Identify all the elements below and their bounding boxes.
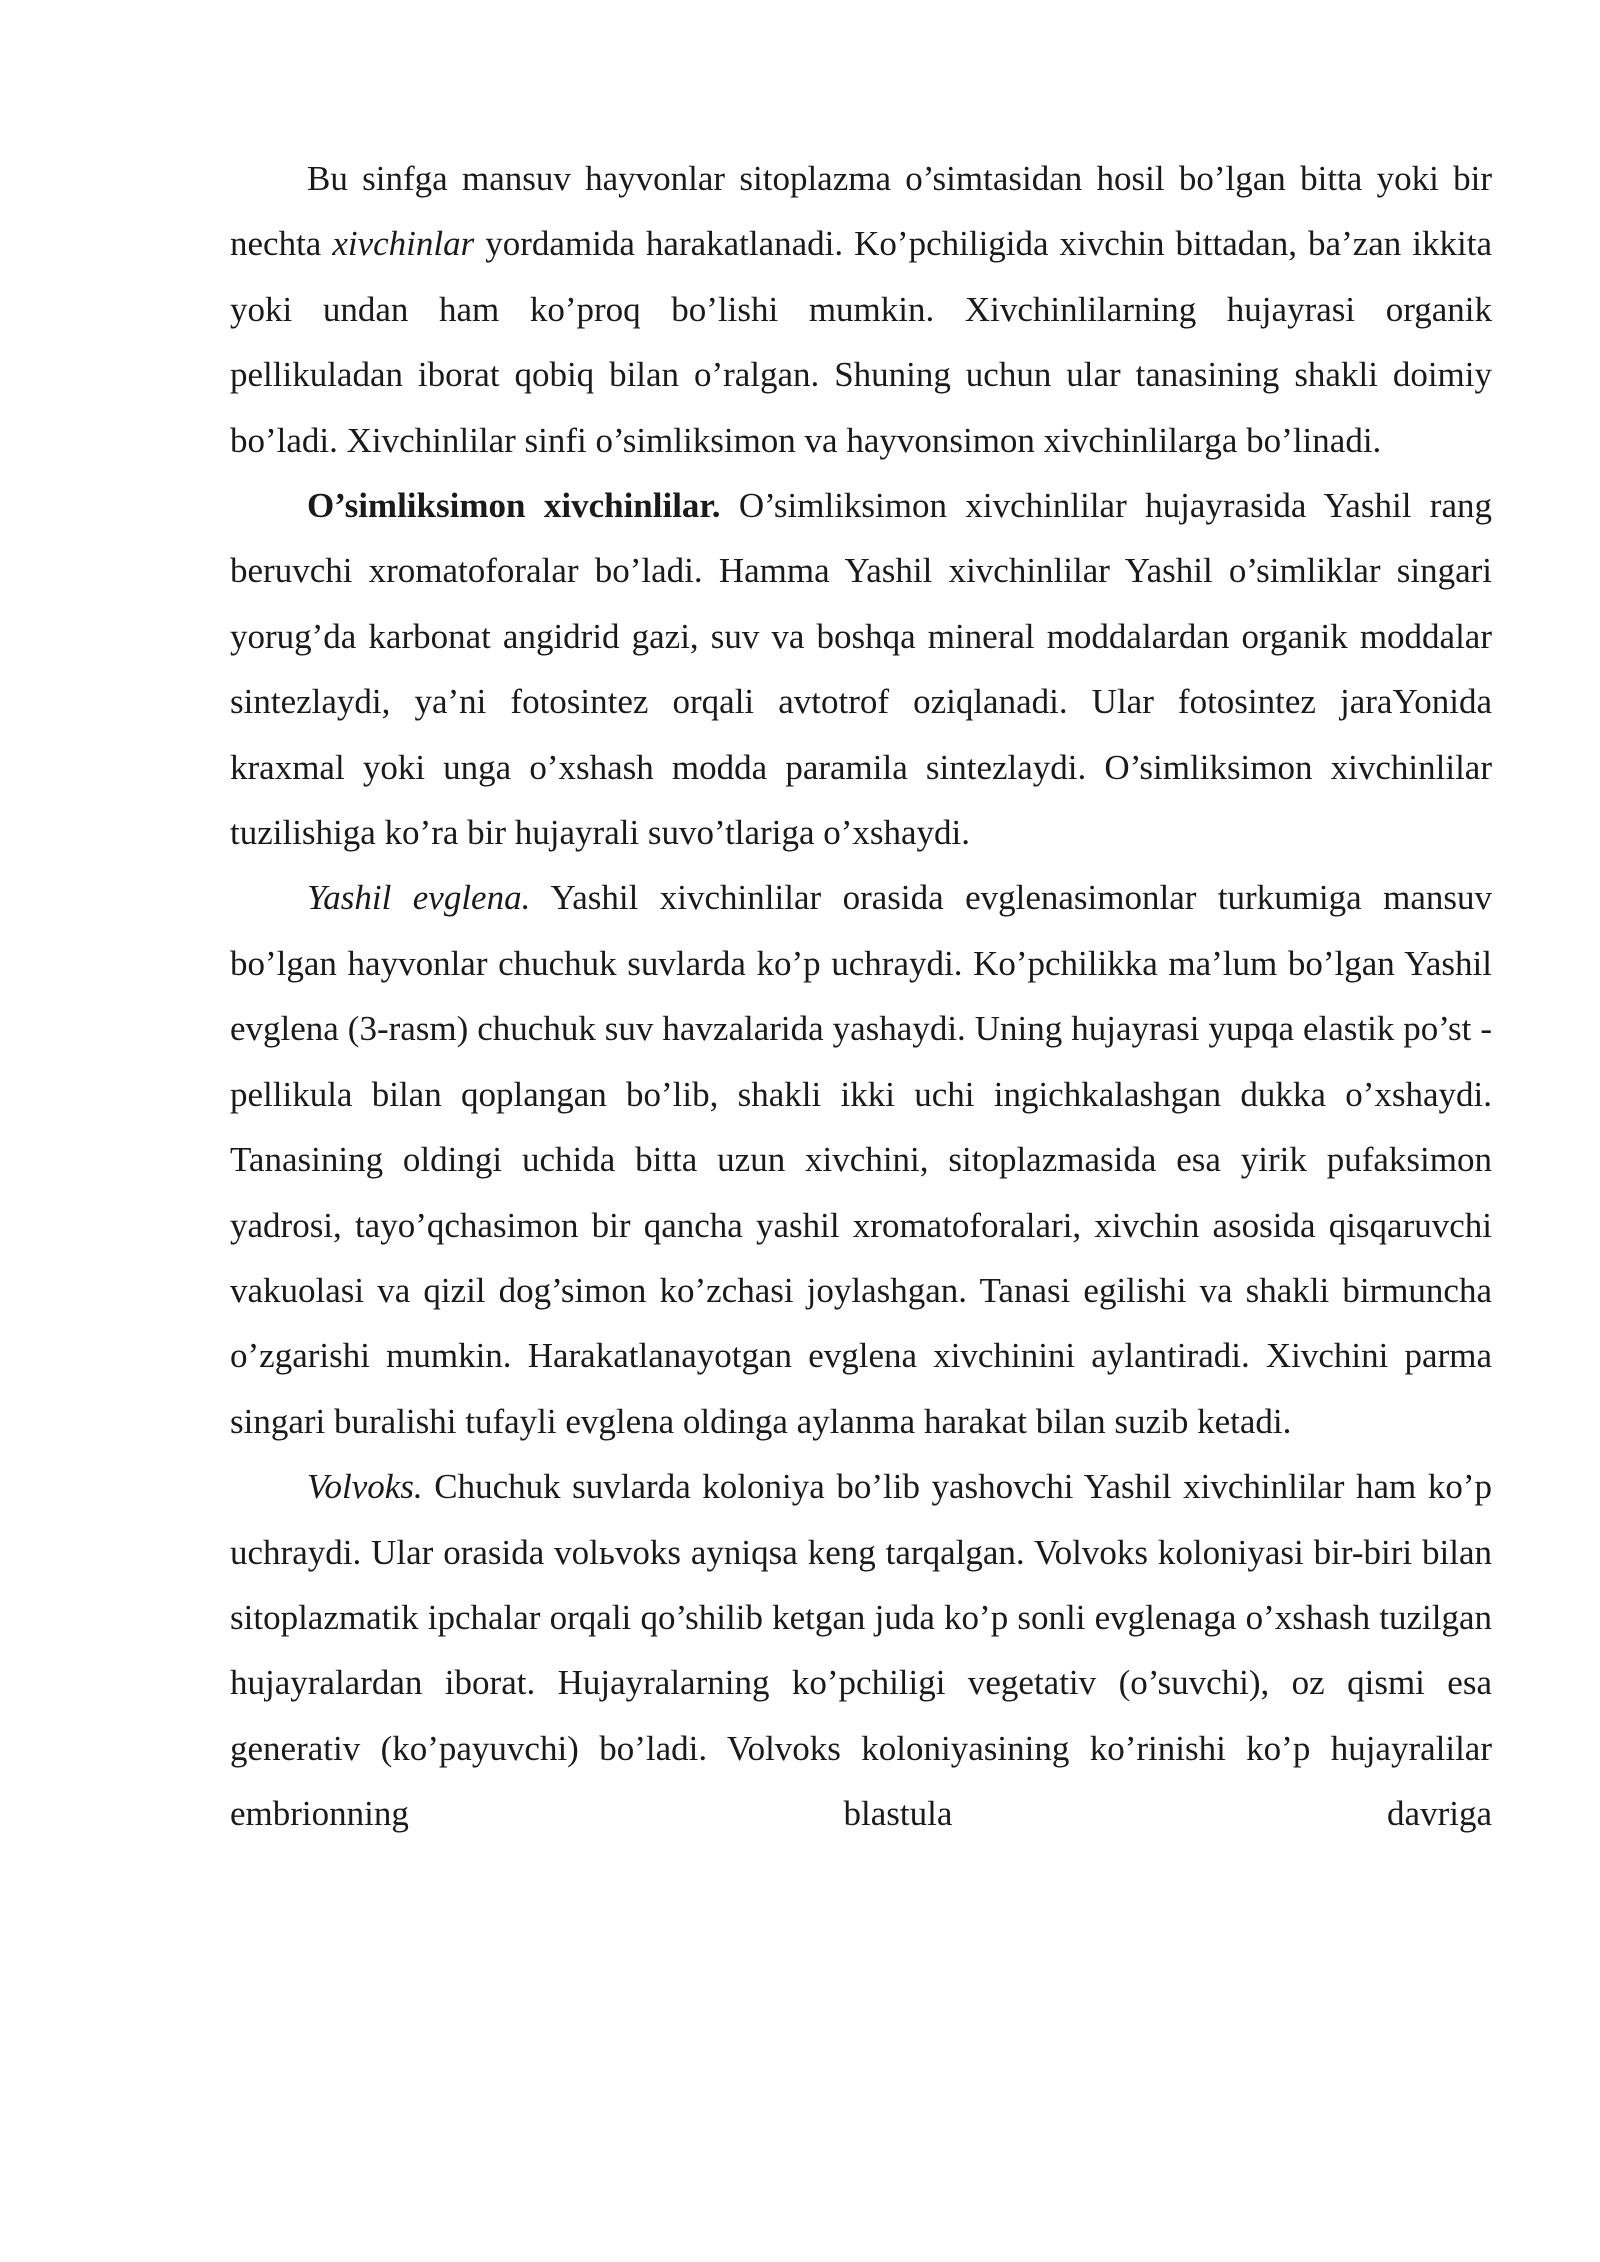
italic-term: xivchinlar bbox=[332, 224, 475, 264]
paragraph-text: Yashil xivchinlilar orasida evglenasimonlar turkumiga mansuv bo’lgan hayvonlar chuchuk suvlarda ko’p uchraydi. Ko’pchilikka ma’lum bo’lgan Yashil evglena (3-rasm) chuchuk suv havzalarida yashaydi. Uning hujayrasi yupqa elastik po’st - pellikula bilan qoplangan bo’lib, shakli ikki uchi ingichkalashgan dukka o’xshaydi. Tanasining oldingi uchida bitta uzun xivchini, sitoplazmasida esa yirik pufaksimon yadrosi, tayo’qchasimon bir qancha yashil xromatoforalari, xivchin asosida qisqaruvchi vakuolasi va qizil dog’simon ko’zchasi joylashgan. Tanasi egilishi va shakli birmuncha o’zgarishi mumkin. Harakatlanayotgan evglena xivchinini aylantiradi. Xivchini parma singari buralishi tufayli evglena oldinga aylanma harakat bilan suzib ketadi. bbox=[230, 878, 1492, 1441]
italic-heading: Yashil evglena. bbox=[307, 878, 531, 918]
paragraph-plant-flagellates bbox=[230, 473, 1492, 865]
paragraph-text: Chuchuk suvlarda koloniya bo’lib yashovchi Yashil xivchinlilar ham ko’p uchraydi. Ular orasida volьvoks ayniqsa keng tarqalgan. Volvoks koloniyasi bir-biri bilan sitoplazmatik ipchalar orqali qo’shilib ketgan juda ko’p sonli evglenaga o’xshash tuzilgan hujayralardan iborat. Hujayralarning ko’pchiligi vegetativ (o’suvchi), oz qismi esa generativ (ko’payuvchi) bo’ladi. Volvoks koloniyasining ko’rinishi ko’p hujayralilar embrionning blastula davriga bbox=[230, 1467, 1492, 1834]
paragraph-volvox bbox=[230, 1454, 1492, 1846]
paragraph-flagellates-intro bbox=[230, 146, 1492, 473]
paragraph-text: yordamida harakatlanadi. Ko’pchiligida xivchin bittadan, ba’zan ikkita yoki undan ham ko’proq bo’lishi mumkin. Xivchinlilarning hujayrasi organik pellikuladan iborat qobiq bilan o’ralgan. Shuning uchun ular tanasining shakli doimiy bo’ladi. Xivchinlilar sinfi o’simliksimon va hayvonsimon xivchinlilarga bo’linadi. bbox=[230, 224, 1492, 460]
paragraph-green-euglena bbox=[230, 865, 1492, 1454]
paragraph-text: Bu sinfga mansuv hayvonlar sitoplazma o’simtasidan hosil bo’lgan bitta yoki bir nechta bbox=[230, 159, 1492, 264]
italic-heading: Volvoks. bbox=[307, 1467, 423, 1507]
paragraph-text: O’simliksimon xivchinlilar hujayrasida Yashil rang beruvchi xromatoforalar bo’ladi. Hamma Yashil xivchinlilar Yashil o’simliklar singari yorug’da karbonat angidrid gazi, suv va boshqa mineral moddalardan organik moddalar sintezlaydi, ya’ni fotosintez orqali avtotrof oziqlanadi. Ular fotosintez jaraYonida kraxmal yoki unga o’xshash modda paramila sintezlaydi. O’simliksimon xivchinlilar tuzilishiga ko’ra bir hujayrali suvo’tlariga o’xshaydi. bbox=[230, 486, 1492, 853]
section-heading: O’simliksimon xivchinlilar. bbox=[307, 486, 721, 526]
document-page bbox=[230, 146, 1492, 1847]
